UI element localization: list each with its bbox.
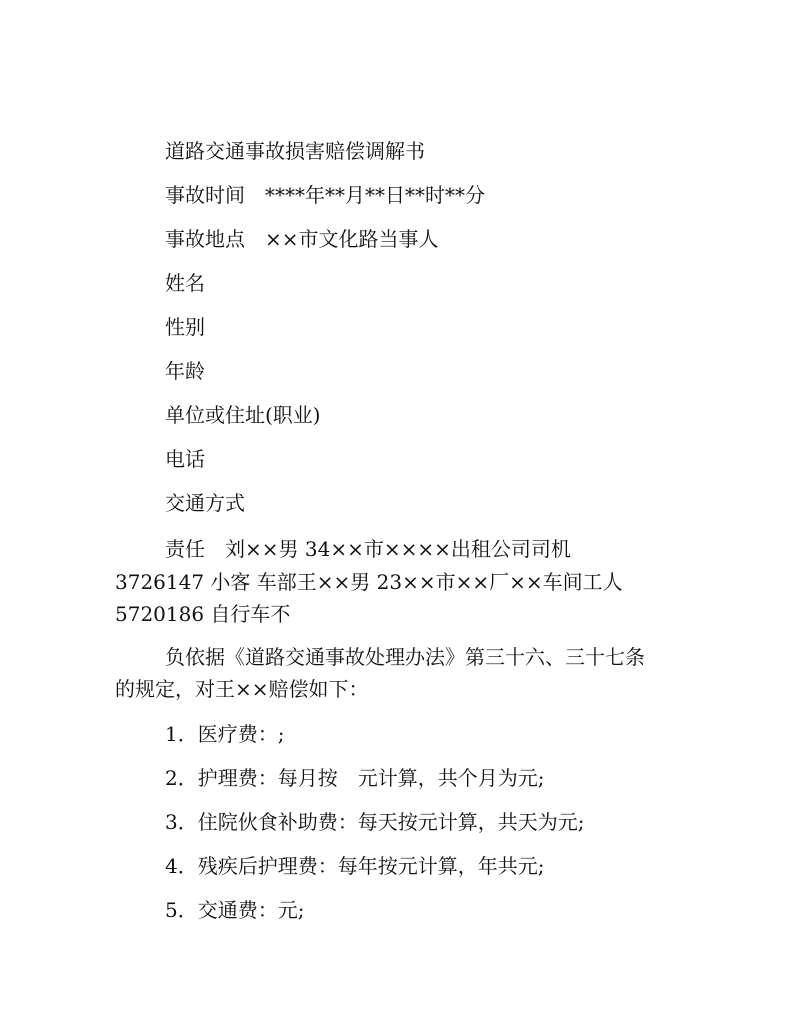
document-title: 道路交通事故损害赔偿调解书 <box>165 139 425 163</box>
list-item: 1．医疗费：; <box>165 722 285 746</box>
field-transport: 交通方式 <box>165 491 245 515</box>
list-item: 2．护理费：每月按 元计算，共个月为元; <box>165 766 545 790</box>
field-unit: 单位或住址(职业) <box>165 403 321 427</box>
list-item: 3．住院伙食补助费：每天按元计算，共天为元; <box>165 810 585 834</box>
accident-place: 事故地点 ××市文化路当事人 <box>165 227 439 251</box>
responsibility-line-3: 5720186 自行车不 <box>115 602 291 626</box>
field-name: 姓名 <box>165 271 205 295</box>
basis-line-1: 负依据《道路交通事故处理办法》第三十六、三十七条 <box>165 645 645 669</box>
accident-time: 事故时间 ****年**月**日**时**分 <box>165 183 485 207</box>
list-item: 4．残疾后护理费：每年按元计算，年共元; <box>165 854 545 878</box>
field-gender: 性别 <box>165 315 205 339</box>
field-age: 年龄 <box>165 359 205 383</box>
list-item: 5．交通费：元; <box>165 898 305 922</box>
responsibility-line-1: 责任 刘××男 34××市××××出租公司司机 <box>165 537 571 561</box>
responsibility-line-2: 3726147 小客 车部王××男 23××市××厂××车间工人 <box>115 570 623 594</box>
field-phone: 电话 <box>165 447 205 471</box>
basis-line-2: 的规定，对王××赔偿如下： <box>115 677 369 701</box>
